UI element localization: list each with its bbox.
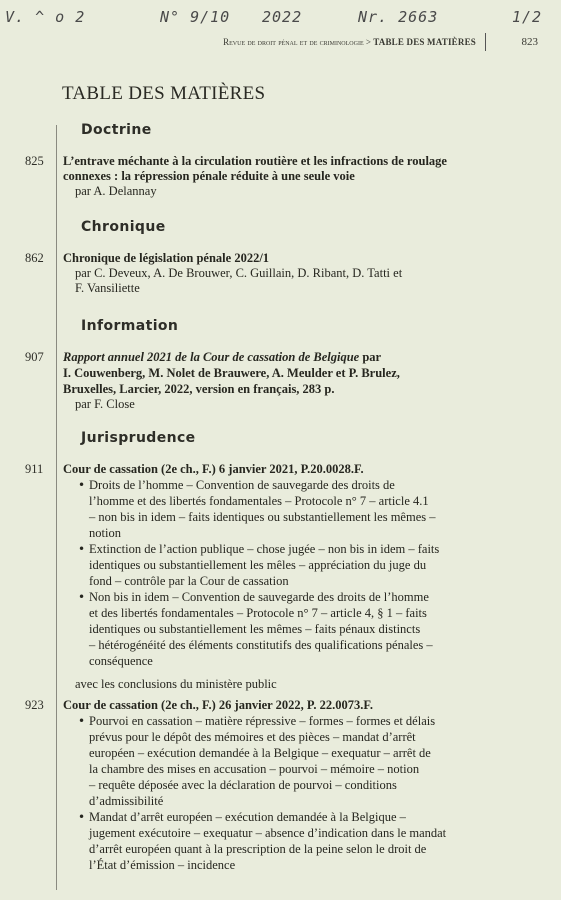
page-title: TABLE DES MATIÈRES [62,83,266,104]
bullet-line: Mandat d’arrêt européen – exécution demandée à la Belgique – [89,810,406,824]
page-number: 823 [521,36,538,48]
bullet-line: l’homme et des libertés fondamentales – Protocole n° 7 – article 4.1 [89,494,429,508]
entry-title-line: connexes : la répression pénale réduite à une seule voie [63,169,355,183]
entry-page-923: 923 [25,698,44,712]
bullet-line: Non bis in idem – Convention de sauvegarde des droits de l’homme [89,590,429,604]
entry-page-911: 911 [25,462,44,476]
handwritten-issue: N° 9/10 [160,8,231,26]
bullet-line: Droits de l’homme – Convention de sauvegarde des droits de [89,478,395,492]
bullet-line: prévus pour le dépôt des mémoires et des pièces – mandat d’arrêt [89,730,416,744]
entry-title-line: I. Couwenberg, M. Nolet de Brauwere, A. Meulder et P. Brulez, [63,366,400,380]
case-title: Cour de cassation (2e ch., F.) 6 janvier 2021, P.20.0028.F. [63,462,364,476]
section-heading-jurisprudence: Jurisprudence [81,430,196,446]
bullet-line: notion [89,526,121,540]
bullet-line: identiques ou substantiellement les mêles – appréciation du juge du [89,558,427,572]
bullet-marker: • [78,810,86,824]
entry-title-line: Chronique de législation pénale 2022/1 [63,251,270,265]
handwritten-volume: V. ^ o 2 [5,8,86,26]
entry-page-825: 825 [25,154,44,168]
handwritten-ref: Nr. 2663 [358,8,439,26]
bullet-line: et des libertés fondamentales – Protocole n° 7 – article 4, § 1 – faits [89,606,427,620]
bullet-line: la chambre des mises en accusation – pourvoi – mémoire – notion [89,762,420,776]
bullet-line: Pourvoi en cassation – matière répressive – formes – formes et délais [89,714,436,728]
bullet-line: identiques ou substantiellement les mêmes – faits pénaux distincts [89,622,421,636]
bullet-marker: • [78,590,86,604]
header-divider [485,33,486,51]
entry-title-line: Rapport annuel 2021 de la Cour de cassation de Belgique par [63,350,382,364]
section-heading-doctrine: Doctrine [81,122,152,138]
entry-page-862: 862 [25,251,44,265]
entry-title-line: Bruxelles, Larcier, 2022, version en français, 283 p. [63,382,335,396]
section-heading-information: Information [81,318,179,334]
case-note: avec les conclusions du ministère public [75,677,277,691]
handwritten-year: 2022 [262,8,303,26]
bullet-marker: • [78,478,86,492]
section-heading-chronique: Chronique [81,219,166,235]
entry-title-line: L’entrave méchante à la circulation routière et les infractions de roulage [63,154,447,168]
vertical-rule [56,125,57,890]
bullet-line: jugement exécutoire – exequatur – absence d’indication dans le mandat [89,826,447,840]
bullet-line: – requête déposée avec la déclaration de pourvoi – conditions [89,778,397,792]
entry-page-907: 907 [25,350,44,364]
bullet-line: d’admissibilité [89,794,164,808]
bullet-line: – hétérogénéité des éléments constitutifs des qualifications pénales – [89,638,433,652]
bullet-line: fond – contrôle par la Cour de cassation [89,574,289,588]
bullet-marker: • [78,542,86,556]
case-title: Cour de cassation (2e ch., F.) 26 janvier 2022, P. 22.0073.F. [63,698,373,712]
bullet-marker: • [78,714,86,728]
bullet-line: Extinction de l’action publique – chose jugée – non bis in idem – faits [89,542,440,556]
entry-author: par A. Delannay [75,184,157,198]
bullet-line: – non bis in idem – faits identiques ou substantiellement les mêmes – [89,510,436,524]
entry-author: F. Vansiliette [75,281,140,295]
bullet-line: d’arrêt européen quant à la prescription de la peine selon le droit de [89,842,427,856]
running-header [186,37,546,52]
bullet-line: conséquence [89,654,153,668]
bullet-line: européen – exécution demandée à la Belgique – exequatur – arrêt de [89,746,431,760]
journal-name: Revue de droit pénal et de criminologie > [223,37,371,47]
bullet-line: l’État d’émission – incidence [89,858,236,872]
handwritten-page: 1/2 [512,8,543,26]
entry-author: par C. Deveux, A. De Brouwer, C. Guillain, D. Ribant, D. Tatti et [75,266,403,280]
header-section: TABLE DES MATIÈRES [373,37,476,47]
entry-author: par F. Close [75,397,135,411]
